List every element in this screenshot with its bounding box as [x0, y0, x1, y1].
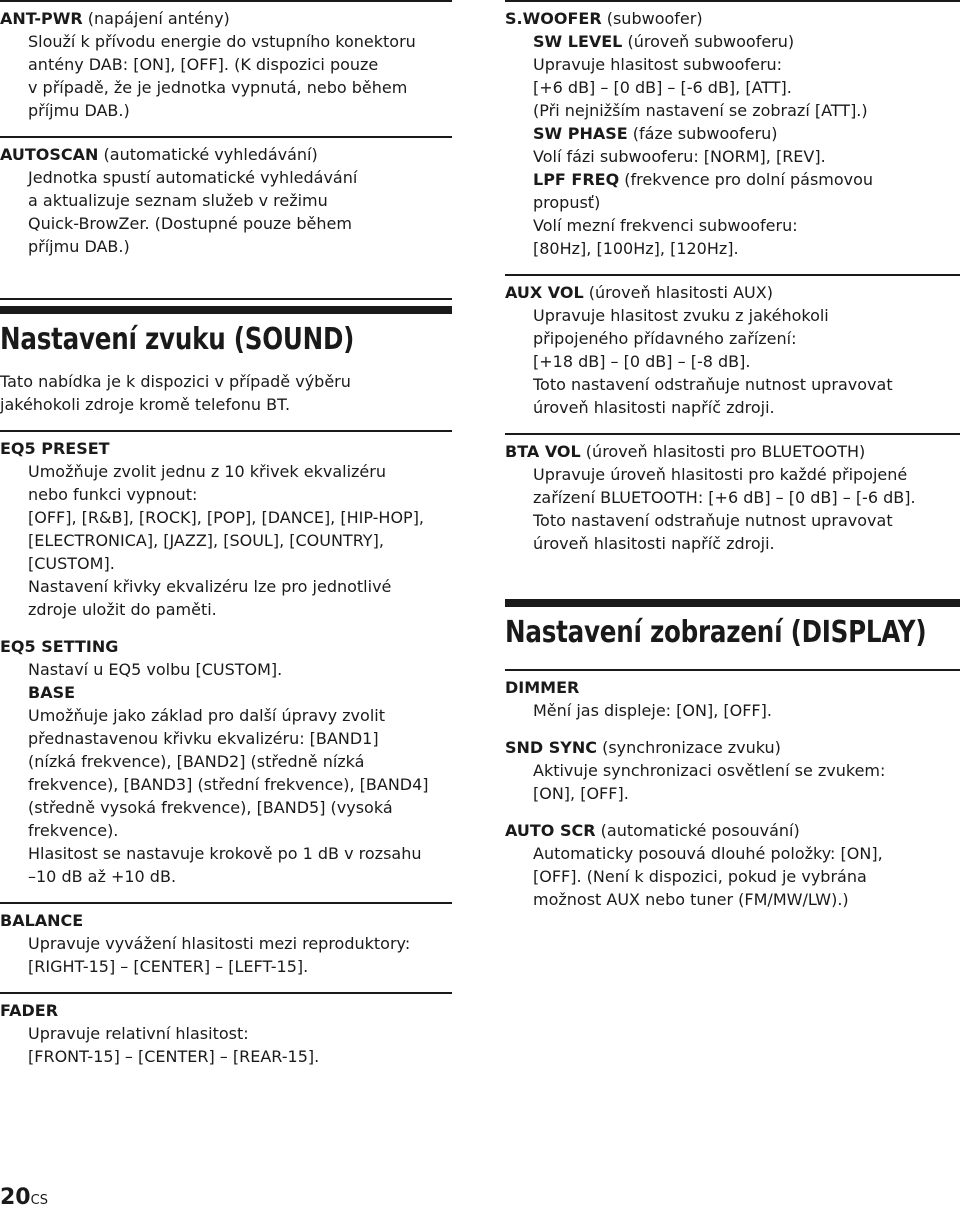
s-woofer-entry	[505, 0, 960, 274]
s-woofer-key: S.WOOFER	[505, 9, 602, 28]
fader-entry	[0, 992, 452, 1082]
sound-intro-line: Tato nabídka je k dispozici v případě výběru	[0, 372, 351, 391]
sw-level-key: SW LEVEL	[533, 32, 623, 51]
sw-phase-line: Volí fázi subwooferu: [NORM], [REV].	[533, 147, 826, 166]
sw-level-line: (Při nejnižším nastavení se zobrazí [ATT].)	[533, 101, 868, 120]
eq5-preset-line: Umožňuje zvolit jednu z 10 křivek ekvalizéru	[28, 462, 386, 481]
s-woofer-desc: (subwoofer)	[601, 9, 703, 28]
snd-sync-line: Aktivuje synchronizaci osvětlení se zvukem:	[533, 761, 886, 780]
base-line: (nízká frekvence), [BAND2] (středně nízká	[28, 752, 365, 771]
ant-pwr-line: antény DAB: [ON], [OFF]. (K dispozici pouze	[28, 55, 379, 74]
snd-sync-entry	[505, 736, 960, 819]
auto-scr-line: Automaticky posouvá dlouhé položky: [ON],	[533, 844, 883, 863]
aux-vol-line: Upravuje hlasitost zvuku z jakéhokoli	[533, 306, 829, 325]
base-line: –10 dB až +10 dB.	[28, 867, 177, 886]
aux-vol-key: AUX VOL	[505, 283, 584, 302]
fader-key: FADER	[0, 1001, 59, 1020]
auto-scr-desc: (automatické posouvání)	[595, 821, 800, 840]
lpf-freq-line: Volí mezní frekvenci subwooferu:	[533, 216, 798, 235]
auto-scr-line: [OFF]. (Není k dispozici, pokud je vybrána	[533, 867, 867, 886]
aux-vol-desc: (úroveň hlasitosti AUX)	[583, 283, 773, 302]
base-line: Hlasitost se nastavuje krokově po 1 dB v rozsahu	[28, 844, 422, 863]
fader-line: Upravuje relativní hlasitost:	[28, 1024, 249, 1043]
ant-pwr-line: Slouží k přívodu energie do vstupního konektoru	[28, 32, 416, 51]
eq5-preset-line: [OFF], [R&B], [ROCK], [POP], [DANCE], [HIP-HOP],	[28, 508, 425, 527]
bta-vol-entry	[505, 433, 960, 569]
bta-vol-key: BTA VOL	[505, 442, 581, 461]
lpf-freq-key: LPF FREQ	[533, 170, 620, 189]
balance-line: Upravuje vyvážení hlasitosti mezi reproduktory:	[28, 934, 411, 953]
sw-level-line: Upravuje hlasitost subwooferu:	[533, 55, 783, 74]
auto-scr-entry	[505, 819, 960, 925]
ant-pwr-desc: (napájení antény)	[82, 9, 230, 28]
sound-intro-line: jakéhokoli zdroje kromě telefonu BT.	[0, 395, 291, 414]
sw-phase-desc: (fáze subwooferu)	[627, 124, 778, 143]
ant-pwr-entry	[0, 0, 452, 136]
snd-sync-key: SND SYNC	[505, 738, 598, 757]
sw-level-line: [+6 dB] – [0 dB] – [-6 dB], [ATT].	[533, 78, 792, 97]
dimmer-entry	[505, 669, 960, 736]
sound-section	[0, 306, 452, 416]
base-line: (středně vysoká frekvence), [BAND5] (vysoká	[28, 798, 393, 817]
snd-sync-line: [ON], [OFF].	[533, 784, 629, 803]
dimmer-line: Mění jas displeje: [ON], [OFF].	[533, 701, 772, 720]
balance-key: BALANCE	[0, 911, 84, 930]
bta-vol-line: Upravuje úroveň hlasitosti pro každé připojené	[533, 465, 908, 484]
autoscan-line: a aktualizuje seznam služeb v režimu	[28, 191, 328, 210]
eq5-preset-line: [ELECTRONICA], [JAZZ], [SOUL], [COUNTRY],	[28, 531, 384, 550]
autoscan-line: Quick-BrowZer. (Dostupné pouze během	[28, 214, 352, 233]
bta-vol-line: Toto nastavení odstraňuje nutnost upravovat	[533, 511, 893, 530]
bta-vol-line: úroveň hlasitosti napříč zdroji.	[533, 534, 775, 553]
ant-pwr-line: v případě, že je jednotka vypnutá, nebo během	[28, 78, 408, 97]
aux-vol-line: [+18 dB] – [0 dB] – [-8 dB].	[533, 352, 751, 371]
autoscan-entry	[0, 136, 452, 272]
autoscan-desc: (automatické vyhledávání)	[98, 145, 318, 164]
sw-phase-key: SW PHASE	[533, 124, 628, 143]
section-divider	[0, 298, 452, 300]
dimmer-key: DIMMER	[505, 678, 580, 697]
eq5-setting-line: Nastaví u EQ5 volbu [CUSTOM].	[28, 660, 283, 679]
balance-line: [RIGHT-15] – [CENTER] – [LEFT-15].	[28, 957, 309, 976]
aux-vol-line: připojeného přídavného zařízení:	[533, 329, 797, 348]
aux-vol-entry	[505, 274, 960, 433]
base-line: frekvence).	[28, 821, 119, 840]
page-number-value: 20	[0, 1185, 31, 1210]
snd-sync-desc: (synchronizace zvuku)	[597, 738, 781, 757]
sound-section-title: Nastavení zvuku (SOUND)	[0, 322, 355, 357]
fader-line: [FRONT-15] – [CENTER] – [REAR-15].	[28, 1047, 320, 1066]
auto-scr-key: AUTO SCR	[505, 821, 596, 840]
eq5-preset-key: EQ5 PRESET	[0, 439, 110, 458]
bta-vol-desc: (úroveň hlasitosti pro BLUETOOTH)	[580, 442, 866, 461]
autoscan-key: AUTOSCAN	[0, 145, 99, 164]
balance-entry	[0, 902, 452, 992]
ant-pwr-line: příjmu DAB.)	[28, 101, 130, 120]
autoscan-line: Jednotka spustí automatické vyhledávání	[28, 168, 358, 187]
right-column	[505, 0, 960, 925]
aux-vol-line: úroveň hlasitosti napříč zdroji.	[533, 398, 775, 417]
display-section	[505, 599, 960, 653]
eq5-preset-line: zdroje uložit do paměti.	[28, 600, 217, 619]
base-line: frekvence), [BAND3] (střední frekvence), [BAND4]	[28, 775, 429, 794]
base-line: přednastavenou křivku ekvalizéru: [BAND1]	[28, 729, 379, 748]
ant-pwr-key: ANT-PWR	[0, 9, 83, 28]
sound-intro	[0, 370, 452, 416]
bta-vol-line: zařízení BLUETOOTH: [+6 dB] – [0 dB] – [-6 dB].	[533, 488, 916, 507]
base-key: BASE	[28, 683, 76, 702]
page-number	[0, 1186, 48, 1213]
auto-scr-line: možnost AUX nebo tuner (FM/MW/LW).)	[533, 890, 849, 909]
base-line: Umožňuje jako základ pro další úpravy zvolit	[28, 706, 385, 725]
page-language-suffix: CS	[30, 1193, 48, 1208]
aux-vol-line: Toto nastavení odstraňuje nutnost upravovat	[533, 375, 893, 394]
eq5-setting-entry	[0, 635, 452, 902]
eq5-preset-entry	[0, 430, 452, 635]
sw-level-desc: (úroveň subwooferu)	[622, 32, 795, 51]
eq5-preset-line: [CUSTOM].	[28, 554, 115, 573]
autoscan-line: příjmu DAB.)	[28, 237, 130, 256]
eq5-setting-key: EQ5 SETTING	[0, 637, 119, 656]
eq5-preset-line: nebo funkci vypnout:	[28, 485, 198, 504]
lpf-freq-line: [80Hz], [100Hz], [120Hz].	[533, 239, 739, 258]
lpf-freq-desc-cont: propusť)	[533, 193, 601, 212]
display-section-title: Nastavení zobrazení (DISPLAY)	[505, 615, 927, 650]
eq5-preset-line: Nastavení křivky ekvalizéru lze pro jednotlivé	[28, 577, 392, 596]
lpf-freq-desc: (frekvence pro dolní pásmovou	[619, 170, 874, 189]
left-column	[0, 0, 452, 1082]
